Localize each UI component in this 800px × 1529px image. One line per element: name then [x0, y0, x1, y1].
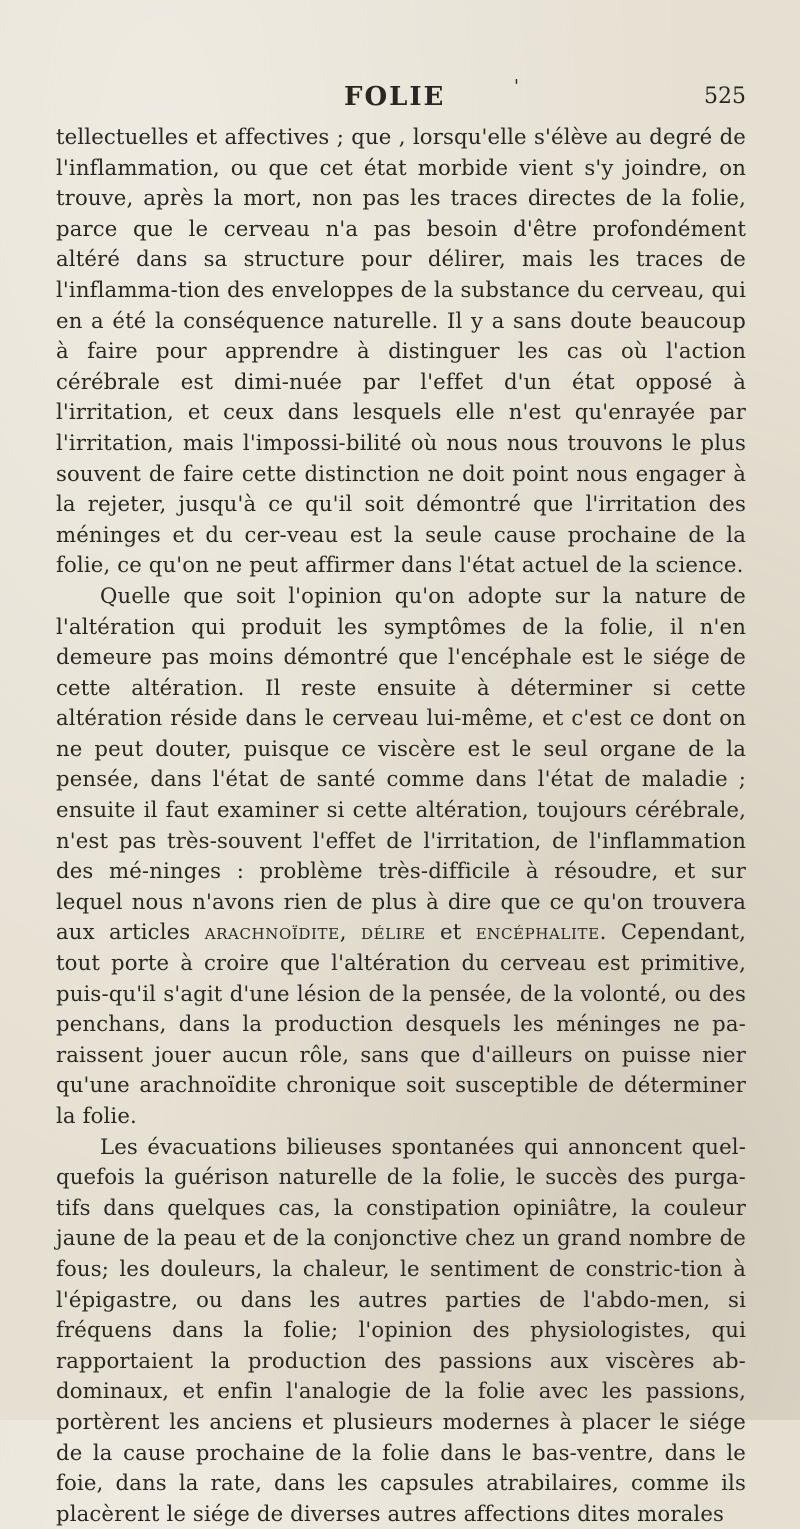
term-arachnoidite: arachnoïdite	[204, 919, 340, 945]
paragraph-3: Les évacuations bilieuses spontanées qui annoncent quel-quefois la guérison naturelle de la folie, le succès des purga-tifs dans quelques cas, la constipation opiniâtre, la couleur jaune de la peau et de la conjonctive chez un grand nombre de fous; les douleurs, la chaleur, le sentiment de constric-tion à l'épigastre, ou dans les autres parties de l'abdo-men, si fréquens dans la folie; l'opinion des physiologistes, qui rapportaient la production des passions aux viscères ab-dominaux, et enfin l'analogie de la folie avec les passions, portèrent les anciens et plusieurs modernes à placer le siége de la cause prochaine de la folie dans le bas-ventre, dans le foie, dans la rate, dans les capsules atrabilaires, comme ils placèrent le siége de diverses autres affections dites morales	[56, 1133, 746, 1526]
separator-2: et	[425, 919, 476, 945]
term-encephalite: encéphalite	[475, 919, 600, 945]
running-title: FOLIE	[344, 82, 446, 112]
book-page	[56, 78, 746, 1529]
paragraph-2-text-before: Quelle que soit l'opinion qu'on adopte sur la nature de l'altération qui produit les symptômes de la folie, il n'en demeure pas moins démontré que l'encéphale est le siége de cette altération. Il reste ensuite à déterminer si cette altération réside dans le cerveau lui-même, et c'est ce dont on ne peut douter, puisque ce viscère est le seul organe de la pensée, dans l'état de santé comme dans l'état de maladie ; ensuite il faut examiner si cette altération, toujours cérébrale, n'est pas très-souvent l'effet de l'irritation, de l'inflammation des mé-ninges : problème très-difficile à résoudre, et sur lequel nous n'avons rien de plus à dire que ce qu'on trouvera aux articles	[56, 582, 746, 945]
running-head	[56, 78, 746, 122]
separator-1: ,	[339, 919, 361, 945]
paragraph-2	[56, 581, 746, 1132]
body-text	[56, 122, 746, 1529]
paragraph-1: tellectuelles et affectives ; que , lorsqu'elle s'élève au degré de l'inflammation, ou que cet état morbide vient s'y joindre, on trouve, après la mort, non pas les traces directes de la folie, parce que le cerveau n'a pas besoin d'être profondément altéré dans sa structure pour délirer, mais les traces de l'inflamma-tion des enveloppes de la substance du cerveau, qui en a été la conséquence naturelle. Il y a sans doute beaucoup à faire pour apprendre à distinguer les cas où l'action cérébrale est dimi-nuée par l'effet d'un état opposé à l'irritation, et ceux dans lesquels elle n'est qu'enrayée par l'irritation, mais l'impossi-bilité où nous nous trouvons le plus souvent de faire cette distinction ne doit point nous engager à la rejeter, jusqu'à ce qu'il soit démontré que l'irritation des méninges et du cer-veau est la seule cause prochaine de la folie, ce qu'on ne peut affirmer dans l'état actuel de la science.	[56, 124, 746, 578]
stray-mark: '	[514, 76, 519, 97]
page-number: 525	[704, 84, 746, 109]
paragraph-2-text-after: . Cependant, tout porte à croire que l'altération du cerveau est primitive, puis-qu'il s'agit d'une lésion de la pensée, de la volonté, ou des penchans, dans la production desquels les méninges ne pa-raissent jouer aucun rôle, sans que d'ailleurs on puisse nier qu'une arachnoïdite chronique soit susceptible de déterminer la folie.	[56, 919, 746, 1128]
term-delire: délire	[360, 919, 426, 945]
